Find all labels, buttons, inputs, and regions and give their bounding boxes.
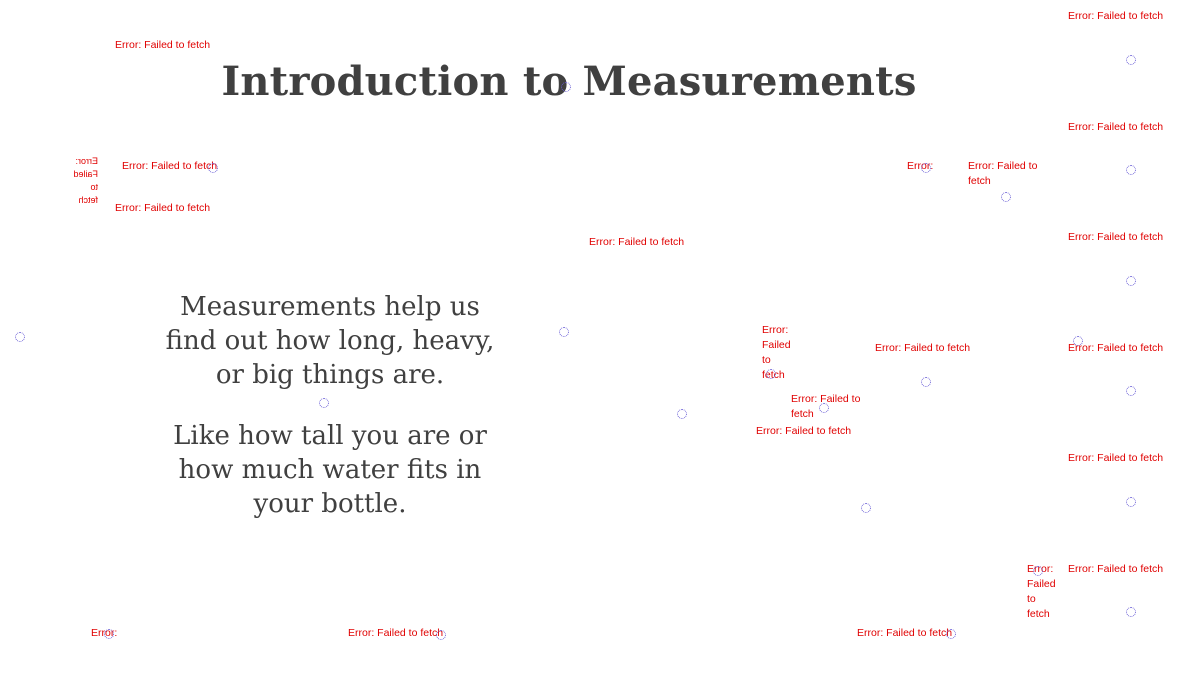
error-message: Error: Failed to fetch bbox=[1068, 452, 1164, 464]
loading-spinner-icon bbox=[946, 629, 956, 639]
error-message-truncated: Error: bbox=[91, 627, 118, 639]
paragraph-2: Like how tall you are or how much water fits in your bottle. bbox=[173, 421, 487, 519]
loading-spinner-icon bbox=[15, 332, 25, 342]
error-message: Error: Failed to fetch bbox=[791, 393, 861, 420]
error-message: Error: Failed to fetch bbox=[875, 342, 971, 354]
loading-spinner-icon bbox=[861, 503, 871, 513]
error-message: Error: Failed to fetch bbox=[1068, 10, 1164, 22]
loading-spinner-icon bbox=[561, 82, 571, 92]
loading-spinner-icon bbox=[921, 163, 931, 173]
loading-spinner-icon bbox=[1126, 386, 1136, 396]
loading-spinner-icon bbox=[319, 398, 329, 408]
slide-title: Introduction to Measurements bbox=[221, 58, 917, 105]
loading-spinner-icon bbox=[677, 409, 687, 419]
error-message: Error: Failed to fetch bbox=[857, 627, 953, 639]
loading-spinner-icon bbox=[436, 630, 446, 640]
paragraph-1: Measurements help us find out how long, heavy, or big things are. bbox=[165, 292, 495, 390]
loading-spinner-icon bbox=[1033, 566, 1043, 576]
error-message: Error: Failed to fetch bbox=[348, 627, 444, 639]
error-message: Error: Failed to fetch bbox=[968, 160, 1038, 187]
loading-spinner-icon bbox=[1073, 336, 1083, 346]
error-message: Error: Failed to fetch bbox=[1068, 342, 1164, 354]
error-message-narrow: Error: Failed to fetch bbox=[1027, 563, 1056, 620]
loading-spinner-icon bbox=[1001, 192, 1011, 202]
loading-spinner-icon bbox=[1126, 55, 1136, 65]
loading-spinner-icon bbox=[766, 369, 776, 379]
loading-spinner-icon bbox=[208, 163, 218, 173]
slide-body bbox=[160, 290, 500, 521]
error-message: Error: Failed to fetch bbox=[115, 202, 211, 214]
error-message: Error: Failed to fetch bbox=[115, 39, 211, 51]
error-message: Error: Failed to fetch bbox=[589, 236, 685, 248]
error-message: Error: Failed to fetch bbox=[1068, 231, 1164, 243]
error-message: Error: Failed to fetch bbox=[1068, 563, 1164, 575]
loading-spinner-icon bbox=[1126, 607, 1136, 617]
loading-spinner-icon bbox=[1126, 497, 1136, 507]
error-message: Error: Failed to fetch bbox=[756, 425, 852, 437]
error-message: Error: Failed to fetch bbox=[122, 160, 218, 172]
loading-spinner-icon bbox=[819, 403, 829, 413]
loading-spinner-icon bbox=[921, 377, 931, 387]
loading-spinner-icon bbox=[1126, 276, 1136, 286]
error-message: Error: Failed to fetch bbox=[1068, 121, 1164, 133]
error-message-narrow: Error: Failed to fetch bbox=[762, 324, 791, 381]
error-message-truncated: Error: bbox=[907, 160, 934, 172]
loading-spinner-icon bbox=[104, 629, 114, 639]
loading-spinner-icon bbox=[1126, 165, 1136, 175]
error-message-mirrored: Error: Failed to fetch bbox=[73, 156, 98, 205]
loading-spinner-icon bbox=[559, 327, 569, 337]
